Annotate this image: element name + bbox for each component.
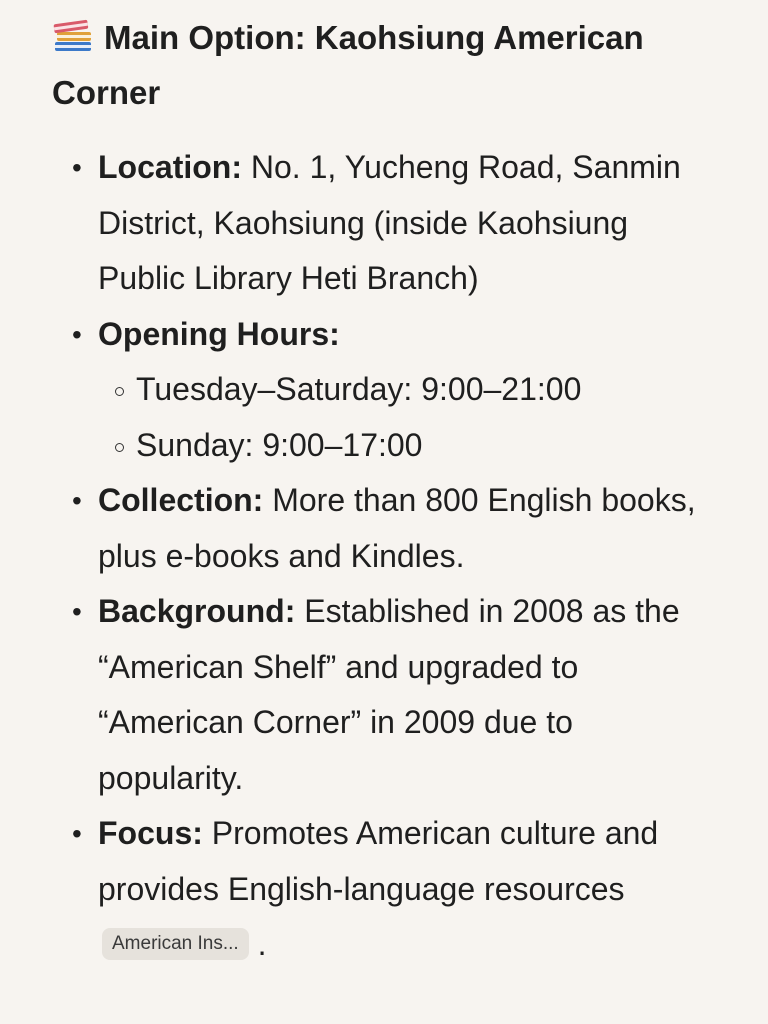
item-label: Focus:	[98, 815, 203, 851]
item-text: No. 1, Yucheng Road, Sanmin District, Kaohsiung (inside Kaohsiung Public Library Heti Branch)	[98, 149, 681, 296]
hours-text: Sunday: 9:00–17:00	[136, 426, 423, 463]
list-item-location	[52, 140, 716, 307]
item-text: Promotes American culture and provides English-language resources	[98, 815, 659, 907]
item-label: Background:	[98, 593, 296, 629]
item-label: Location:	[98, 149, 242, 185]
bullet-icon: •	[72, 318, 82, 350]
hours-sublist	[98, 362, 716, 473]
sublist-item	[98, 418, 716, 474]
list-item-collection	[52, 473, 716, 584]
item-label: Opening Hours:	[98, 315, 340, 352]
bullet-icon: •	[72, 596, 82, 627]
sublist-item	[98, 362, 716, 418]
item-text: Established in 2008 as the “American Shelf” and upgraded to “American Corner” in 2009 due to popularity.	[98, 593, 680, 796]
section-heading	[52, 10, 716, 120]
heading-text: Main Option: Kaohsiung American Corner	[52, 19, 644, 111]
list-item-focus	[52, 806, 716, 973]
books-icon	[52, 14, 96, 50]
bullet-icon: •	[72, 485, 82, 516]
circle-bullet-icon	[115, 387, 124, 396]
bullet-icon: •	[72, 152, 82, 183]
citation-chip[interactable]: American Ins...	[102, 928, 249, 960]
item-trailing-text: .	[248, 926, 267, 962]
bullet-icon: •	[72, 818, 82, 849]
list-item-background	[52, 584, 716, 806]
circle-bullet-icon	[115, 443, 124, 452]
hours-text: Tuesday–Saturday: 9:00–21:00	[136, 371, 582, 407]
list-item-opening-hours	[52, 307, 716, 474]
item-label: Collection:	[98, 482, 264, 518]
details-list	[52, 140, 716, 973]
item-text: More than 800 English books, plus e-books and Kindles.	[98, 482, 696, 574]
